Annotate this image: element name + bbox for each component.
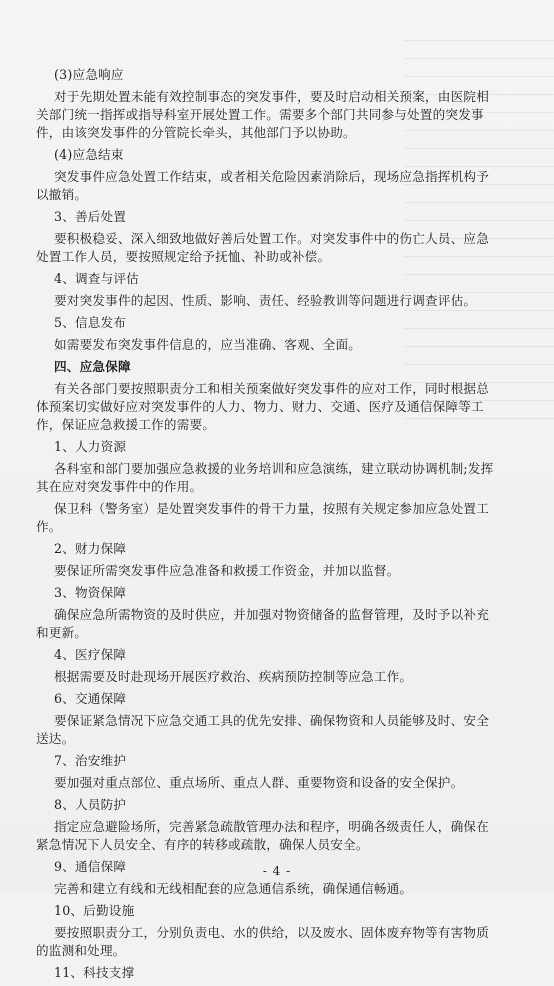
subheading-communication: 9、通信保障 (54, 859, 127, 874)
subheading-human-resources: 1、人力资源 (54, 439, 127, 454)
body-text (36, 66, 500, 986)
subheading-financial: 2、财力保障 (54, 541, 127, 556)
paragraph: 要积极稳妥、深入细致地做好善后处置工作。对突发事件中的伤亡人员、应急处置工作人员，要按照规定给予抚恤、补助或补偿。 (36, 231, 489, 264)
subheading-transport: 6、交通保障 (54, 691, 127, 706)
paragraph: 要按照职责分工，分别负责电、水的供给，以及废水、固体废弃物等有害物质的监测和处理。 (36, 925, 489, 958)
section-heading-emergency-support: 四、应急保障 (54, 359, 131, 374)
subheading-security: 7、治安维护 (54, 753, 127, 768)
section-heading-emergency-response: (3)应急响应 (54, 67, 124, 82)
paragraph: 确保应急所需物资的及时供应，并加强对物资储备的监督管理，及时予以补充和更新。 (36, 607, 489, 640)
paragraph: 有关各部门要按照职责分工和相关预案做好突发事件的应对工作，同时根据总体预案切实做好应对突发事件的人力、物力、财力、交通、医疗及通信保障等工作，保证应急救援工作的需要。 (36, 381, 489, 432)
paragraph: 根据需要及时赴现场开展医疗救治、疾病预防控制等应急工作。 (54, 669, 413, 684)
subheading-aftermath: 3、善后处置 (54, 209, 127, 224)
paragraph: 如需要发布突发事件信息的，应当准确、客观、全面。 (54, 337, 362, 352)
paragraph: 对于先期处置未能有效控制事态的突发事件，要及时启动相关预案，由医院相关部门统一指挥或指导科室开展处置工作。需要多个部门共同参与处置的突发事件，由该突发事件的分管院长牵头，其他部门予以协助。 (36, 89, 489, 140)
subheading-medical: 4、医疗保障 (54, 647, 127, 662)
subheading-information-release: 5、信息发布 (54, 315, 127, 330)
subheading-materials: 3、物资保障 (54, 585, 127, 600)
paragraph: 完善和建立有线和无线相配套的应急通信系统，确保通信畅通。 (54, 881, 413, 896)
paragraph: 要保证所需突发事件应急准备和救援工作资金，并加以监督。 (54, 563, 400, 578)
subheading-technology: 11、科技支撑 (54, 965, 135, 980)
subheading-logistics: 10、后勤设施 (54, 903, 135, 918)
subheading-investigation: 4、调查与评估 (54, 271, 139, 286)
paragraph: 各科室和部门要加强应急救援的业务培训和应急演练，建立联动协调机制;发挥其在应对突发事件中的作用。 (36, 461, 494, 494)
paragraph: 要加强对重点部位、重点场所、重点人群、重要物资和设备的安全保护。 (54, 775, 464, 790)
paragraph: 突发事件应急处置工作结束，或者相关危险因素消除后，现场应急指挥机构予以撤销。 (36, 169, 489, 202)
page-number: - 4 - (262, 864, 292, 878)
paragraph: 保卫科（警务室）是处置突发事件的骨干力量，按照有关规定参加应急处置工作。 (36, 501, 489, 534)
paragraph: 要保证紧急情况下应急交通工具的优先安排、确保物资和人员能够及时、安全送达。 (36, 713, 489, 746)
paragraph: 指定应急避险场所，完善紧急疏散管理办法和程序，明确各级责任人，确保在紧急情况下人员安全、有序的转移或疏散，确保人员安全。 (36, 819, 489, 852)
section-heading-emergency-end: (4)应急结束 (54, 147, 124, 162)
subheading-personnel-protection: 8、人员防护 (54, 797, 127, 812)
paragraph: 要对突发事件的起因、性质、影响、责任、经验教训等问题进行调查评估。 (54, 293, 477, 308)
